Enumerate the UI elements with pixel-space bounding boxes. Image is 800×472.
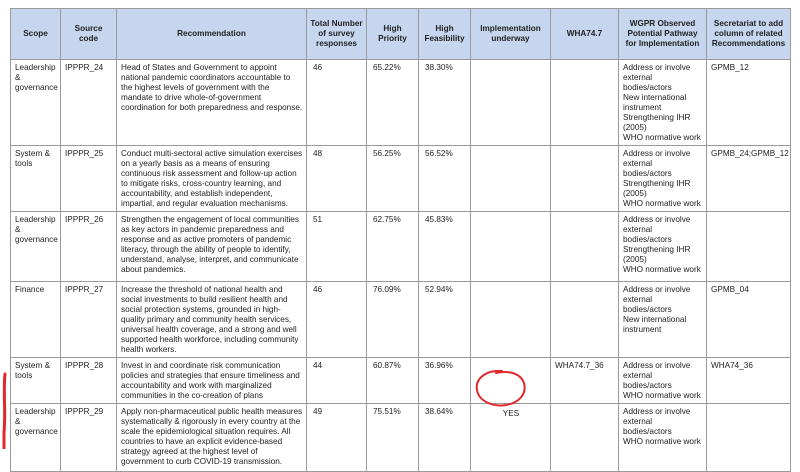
red-circle-annotation [472, 368, 530, 410]
cell-total: 49 [307, 404, 367, 472]
header-implementation: Implementation underway [471, 9, 551, 60]
header-total-responses: Total Number of survey responses [307, 9, 367, 60]
cell-total: 51 [307, 212, 367, 282]
cell-wha [551, 404, 619, 472]
pathway-item: Address or involve external bodies/actors [623, 407, 691, 436]
cell-wha [551, 146, 619, 212]
cell-code: IPPPR_29 [61, 404, 117, 472]
cell-pathway [619, 282, 707, 358]
cell-code: IPPPR_27 [61, 282, 117, 358]
header-recommendation: Recommendation [117, 9, 307, 60]
header-secretariat: Secretariat to add column of related Recommendations [707, 9, 791, 60]
table-row [11, 212, 791, 282]
cell-scope: System & tools [11, 146, 61, 212]
cell-total: 48 [307, 146, 367, 212]
header-scope: Scope [11, 9, 61, 60]
cell-priority: 65.22% [367, 60, 419, 146]
pathway-item: WHO normative work [623, 265, 701, 274]
table-row [11, 404, 791, 472]
pathway-item: Strengthening IHR (2005) [623, 245, 691, 264]
cell-implementation [471, 282, 551, 358]
cell-total: 46 [307, 282, 367, 358]
cell-wha: WHA74.7_36 [551, 358, 619, 404]
cell-feasibility: 45.83% [419, 212, 471, 282]
recommendations-table [10, 8, 791, 472]
cell-priority: 76.09% [367, 282, 419, 358]
cell-related: GPMB_24;GPMB_12 [707, 146, 791, 212]
cell-pathway [619, 212, 707, 282]
cell-total: 44 [307, 358, 367, 404]
cell-code: IPPPR_25 [61, 146, 117, 212]
cell-priority: 62.75% [367, 212, 419, 282]
red-margin-mark [0, 372, 10, 449]
cell-related: WHA74_36 [707, 358, 791, 404]
header-row [11, 9, 791, 60]
pathway-item: WHO normative work [623, 199, 701, 208]
cell-related [707, 404, 791, 472]
cell-code: IPPPR_28 [61, 358, 117, 404]
cell-feasibility: 56.52% [419, 146, 471, 212]
cell-related: GPMB_12 [707, 60, 791, 146]
pathway-item: Strengthening IHR (2005) [623, 179, 691, 198]
cell-related: GPMB_04 [707, 282, 791, 358]
cell-pathway [619, 60, 707, 146]
cell-implementation [471, 404, 551, 472]
cell-feasibility: 38.64% [419, 404, 471, 472]
pathway-item: Address or involve external bodies/actors [623, 361, 691, 390]
pathway-item: Address or involve external bodies/actors [623, 285, 691, 314]
yes-label: YES [502, 409, 520, 418]
cell-wha [551, 212, 619, 282]
cell-scope: System & tools [11, 358, 61, 404]
table-row [11, 60, 791, 146]
cell-recommendation: Head of States and Government to appoint national pandemic coordinators accountable to the highest levels of government with the mandate to drive whole-of-government coordination for both preparedness and response. [117, 60, 307, 146]
cell-code: IPPPR_24 [61, 60, 117, 146]
table-row [11, 358, 791, 404]
cell-scope: Leadership & governance [11, 404, 61, 472]
pathway-item: Address or involve external bodies/actors [623, 63, 691, 92]
header-high-feasibility: High Feasibility [419, 9, 471, 60]
header-wha: WHA74.7 [551, 9, 619, 60]
cell-pathway [619, 358, 707, 404]
pathway-item: New international instrument [623, 93, 687, 112]
pathway-item: Address or involve external bodies/actors [623, 215, 691, 244]
cell-wha [551, 282, 619, 358]
header-wgpr-pathway: WGPR Observed Potential Pathway for Implementation [619, 9, 707, 60]
cell-scope: Leadership & governance [11, 212, 61, 282]
cell-recommendation: Conduct multi-sectoral active simulation exercises on a yearly basis as a means of ensuring continuous risk assessment and follow-up action to mitigate risks, cross-country learning, and accountability, and establish independent, impartial, and regular evaluation mechanisms. [117, 146, 307, 212]
cell-implementation [471, 60, 551, 146]
table-row [11, 282, 791, 358]
pathway-item: WHO normative work [623, 437, 701, 446]
cell-total: 46 [307, 60, 367, 146]
pathway-item: Strengthening IHR (2005) [623, 113, 691, 132]
cell-feasibility: 52.94% [419, 282, 471, 358]
pathway-item: WHO normative work [623, 133, 701, 142]
cell-feasibility: 36.96% [419, 358, 471, 404]
pathway-item: Address or involve external bodies/actors [623, 149, 691, 178]
cell-priority: 60.87% [367, 358, 419, 404]
cell-recommendation: Apply non-pharmaceutical public health measures systematically & rigorously in every country at the scale the epidemiological situation requires. All countries to have an explicit evidence-based strategy agreed at the highest level of government to curb COVID-19 transmission. [117, 404, 307, 472]
cell-scope: Finance [11, 282, 61, 358]
cell-implementation [471, 212, 551, 282]
cell-related [707, 212, 791, 282]
cell-wha [551, 60, 619, 146]
pathway-item: New international instrument [623, 315, 687, 334]
pathway-item: WHO normative work [623, 391, 701, 400]
cell-recommendation: Invest in and coordinate risk communication policies and strategies that ensure timeliness and accountability and work with marginalized communities in the co-creation of plans [117, 358, 307, 404]
cell-code: IPPPR_26 [61, 212, 117, 282]
cell-implementation [471, 146, 551, 212]
cell-recommendation: Increase the threshold of national health and social investments to build resilient health and social protection systems, grounded in high-quality primary and community health services, universal health coverage, and a strong and well supported health workforce, including community health workers. [117, 282, 307, 358]
table-row [11, 146, 791, 212]
cell-pathway [619, 404, 707, 472]
cell-pathway [619, 146, 707, 212]
header-high-priority: High Priority [367, 9, 419, 60]
cell-recommendation: Strengthen the engagement of local communities as key actors in pandemic preparedness and response and as active promoters of pandemic literacy, through the ability of people to identify, understand, analyse, interpret, and communicate about pandemics. [117, 212, 307, 282]
header-source-code: Source code [61, 9, 117, 60]
cell-priority: 75.51% [367, 404, 419, 472]
cell-priority: 56.25% [367, 146, 419, 212]
cell-feasibility: 38.30% [419, 60, 471, 146]
cell-scope: Leadership & governance [11, 60, 61, 146]
